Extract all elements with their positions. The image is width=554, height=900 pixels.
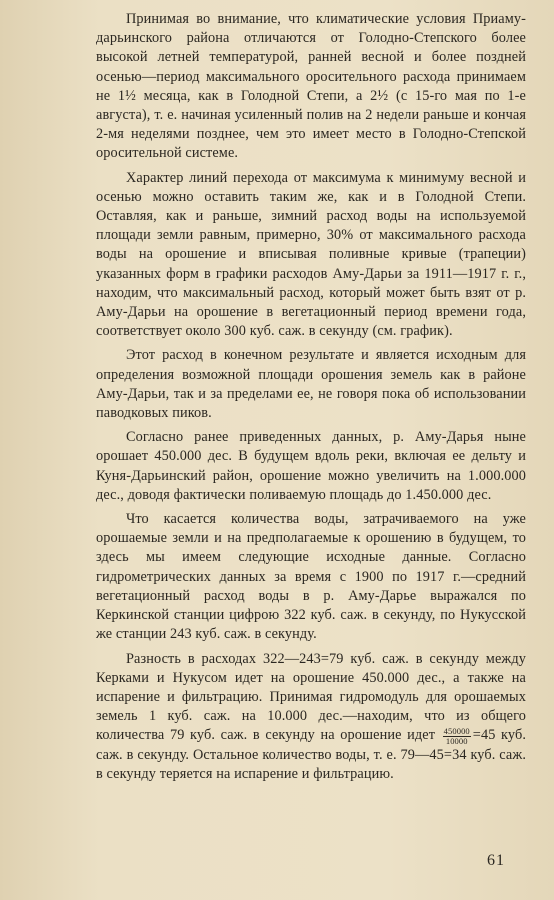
fraction-numerator: 450000	[443, 725, 470, 736]
paragraph-text-after-fraction: =45 куб. саж. в секунду. Остальное количество воды, т. е. 79—45=34 куб. саж. в секунду теряется на испарение и фильтрацию.	[96, 727, 526, 782]
paragraph-discharge-difference	[96, 650, 526, 784]
fraction	[443, 727, 471, 746]
paragraph-initial-discharge: Этот расход в конечном результате и является исходным для определения возможной площади орошения земель как в районе Аму-Дарьи, так и за пределами ее, не говоря пока об использовании паводковых пиков.	[96, 347, 526, 422]
paragraph-irrigated-area: Согласно ранее приведенных данных, р. Аму-Дарья ныне орошает 450.000 дес. В будущем вдоль реки, включая ее дельту и Куня-Дарьинский район, орошение можно увеличить на 1.000.000 дес., доводя фактически поливаемую площадь до 1.450.000 дес.	[96, 429, 526, 503]
paragraph-water-quantity: Что касается количества воды, затрачиваемого на уже орошаемые земли и на предполагаемые к орошению в будущем, то здесь мы имеем следующие исходные данные. Согласно гидрометрических данных за время с 1900 по 1917 г.—средний вегетационный расход воды в р. Аму-Дарье выражался по Керкинской станции цифрою 322 куб. саж. в секунду, по Нукусской же станции 243 куб. саж. в секунду.	[96, 511, 526, 643]
paragraph-climate: Принимая во внимание, что климатические условия Приаму-дарьинского района отличаются от Голодно-Степского более высокой летней температурой, ранней весной и более поздней осенью—период максимального оросительного расхода принимаем не 1½ месяца, как в Голодной Степи, а 2½ (с 15-го мая по 1-е августа), т. е. начиная усиленный полив на 2 недели раньше и кончая 2-мя неделями позднее, чем это имеет место в Голодно-Степской оросительной системе.	[96, 11, 526, 162]
fraction-denominator: 10000	[445, 735, 468, 746]
paragraph-text-before-fraction: Разность в расходах 322—243=79 куб. саж. в секунду между Керками и Нукусом идет на орошение 450.000 дес., а также на испарение и фильтрацию. Принимая гидромодуль для орошаемых земель 1 куб. саж. на 10.000 дес.—находим, что из общего количества 79 куб. саж. в секунду на орошение идет	[96, 650, 526, 744]
paragraph-transition-lines: Характер линий перехода от максимума к минимуму весной и осенью можно оставить таким же, как и в Голодной Степи. Оставляя, как и раньше, зимний расход воды на используемой площади земли равным, примерно, 30% от максимального расхода воды на орошение и вписывая поливные кривые (трапеции) указанных форм в графики расходов Аму-Дарьи за 1911—1917 г. г., находим, что максимальный расход, который может быть взят от р. Аму-Дарьи на орошение в вегетационный период времени года, соответствует около 300 куб. саж. в секунду (см. график).	[96, 169, 526, 340]
page-number: 61	[487, 852, 505, 869]
